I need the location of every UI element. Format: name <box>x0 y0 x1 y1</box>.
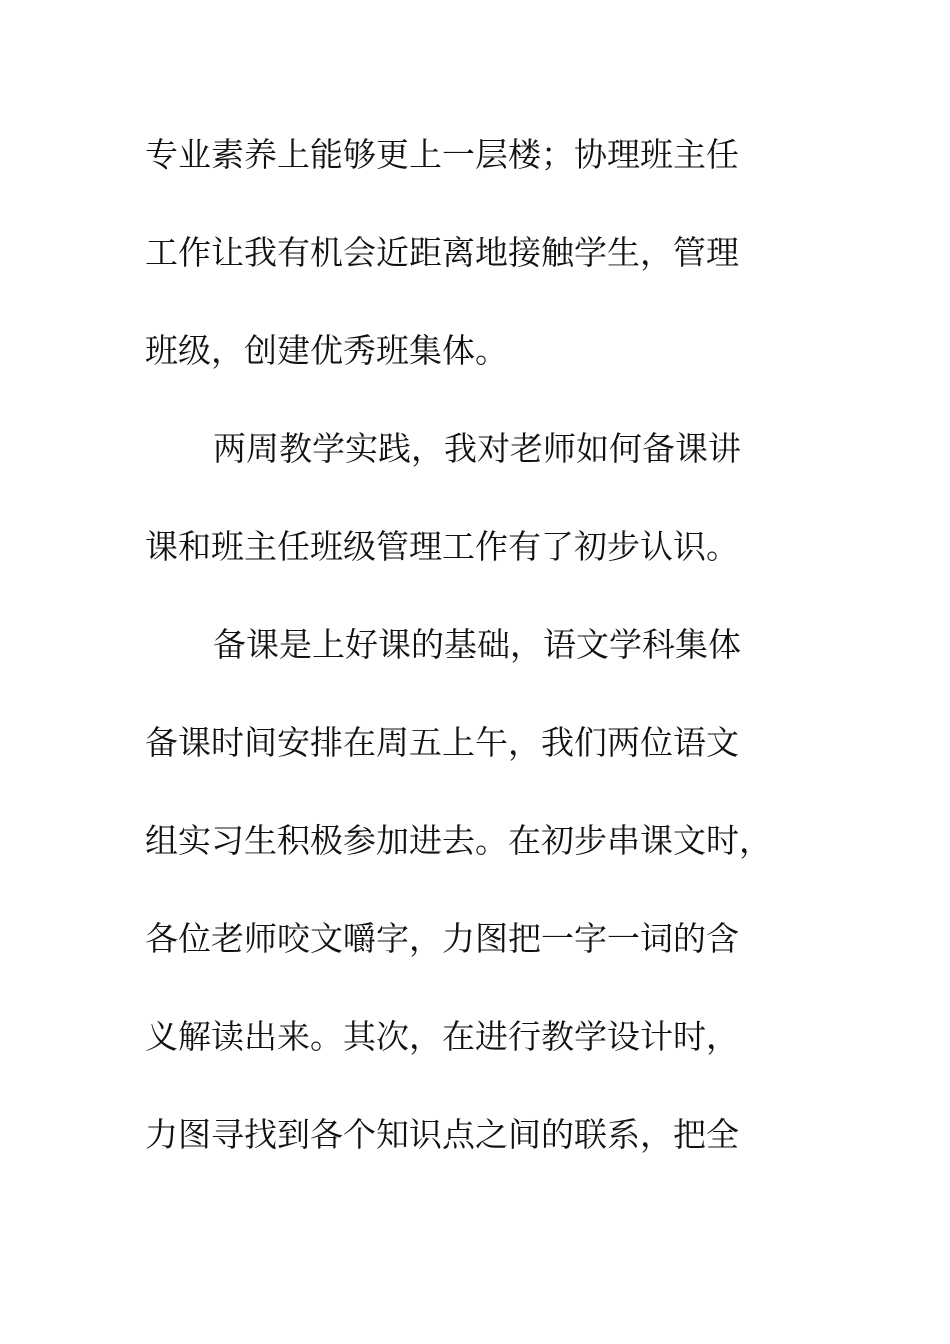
paragraph-start-line: 备课是上好课的基础，语文学科集体 <box>213 625 741 664</box>
paragraph-start-line: 两周教学实践，我对老师如何备课讲 <box>213 429 741 468</box>
text-line: 专业素养上能够更上一层楼；协理班主任 <box>145 135 739 174</box>
text-line: 班级，创建优秀班集体。 <box>145 331 508 370</box>
document-body <box>145 126 805 1204</box>
text-line: 组实习生积极参加进去。在初步串课文时， <box>145 821 772 860</box>
text-line: 工作让我有机会近距离地接触学生，管理 <box>145 233 739 272</box>
text-line: 备课时间安排在周五上午，我们两位语文 <box>145 723 739 762</box>
text-line: 义解读出来。其次，在进行教学设计时， <box>145 1017 739 1056</box>
text-line: 力图寻找到各个知识点之间的联系，把全 <box>145 1115 739 1154</box>
text-line: 课和班主任班级管理工作有了初步认识。 <box>145 527 739 566</box>
text-line: 各位老师咬文嚼字，力图把一字一词的含 <box>145 919 739 958</box>
